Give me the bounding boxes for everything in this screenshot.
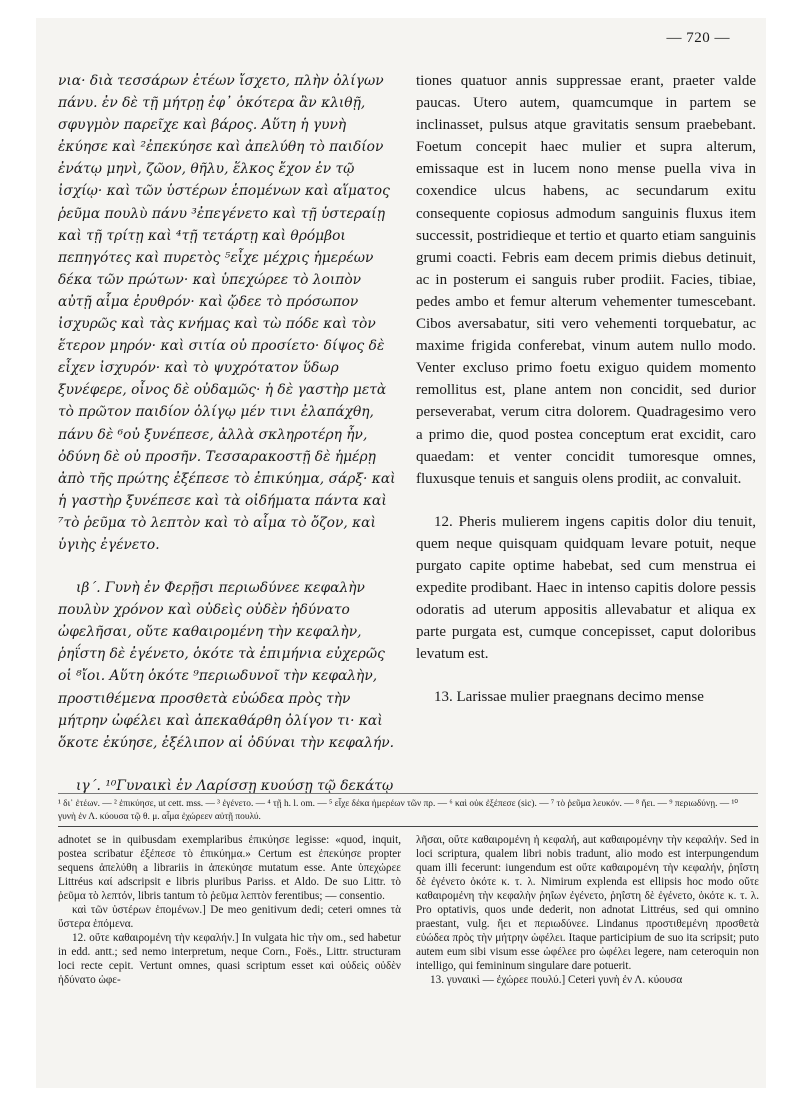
greek-paragraph: ιγ΄. ¹⁰Γυναικὶ ἐν Λαρίσσῃ κυούσῃ τῷ δεκάτῳ bbox=[76, 777, 394, 794]
latin-translation-column bbox=[416, 70, 756, 709]
commentary-left-column bbox=[58, 833, 401, 987]
critical-apparatus: ¹ δι᾽ ἐτέων. — ² ἐπικύησε, ut cett. mss. — ³ ἐγένετο. — ⁴ τῇ h. l. om. — ⁵ εἶχε δέκα ἡμερέων τῶν πρ. — ⁶ καὶ οὐκ ἐξέπεσε (sic). — ⁷ τὸ ῥεῦμα λευκόν. — ⁸ ἤει. — ⁹ περιωδύνῃ. — ¹⁰ γυνὴ ἐν Λ. κύουσα τῷ θ. μ. αἷμα ἐχώρεεν αὐτῇ πουλύ. bbox=[58, 793, 758, 824]
commentary-note: adnotet se in quibusdam exemplaribus ἐπικύησε legisse: «quod, inquit, postea scribatur ἐξέπεσε τὸ ἐπικύημα.» Certum est ἐπεκύησε propter sequens ἀπελύθη a librariis in ἀπεκύησε mutatum esse. Ante ὑπεχώρεε Littréus καί adscripsit e libris pluribus Pariss. et Aldo. De suo Littr. τὸ ῥεῦμα τὸ λεπτόν, libris tantum τὸ ῥεῦμα λεπτὸν ferentibus; — consentio. bbox=[58, 834, 401, 902]
greek-text-column bbox=[58, 70, 398, 797]
commentary-note: καὶ τῶν ὑστέρων ἑπομένων.] De meo genitivum dedi; ceteri omnes τὰ ὕστερα ἑπόμενα. bbox=[58, 904, 401, 930]
greek-paragraph: νια· διὰ τεσσάρων ἐτέων ἴσχετο, πλὴν ὀλίγων πάνυ. ἐν δὲ τῇ μήτρῃ ἐφ᾽ ὁκότερα ἂν κλιθῇ, σφυγμὸν παρεῖχε καὶ βάρος. Αὕτη ἡ γυνὴ ἐκύησε καὶ ²ἐπεκύησε καὶ ἀπελύθη τὸ παιδίον ἐνάτῳ μηνὶ, ζῶον, θῆλυ, ἕλκος ἔχον ἐν τῷ ἰσχίῳ· καὶ τῶν ὑστέρων ἑπομένων καὶ αἵματος ῥεῦμα πουλὺ πάνυ ³ἐπεγένετο καὶ τῇ ὑστεραίῃ καὶ τῇ τρίτῃ καὶ ⁴τῇ τετάρτῃ καὶ θρόμβοι πεπηγότες καὶ πυρετὸς ⁵εἶχε μέχρις ἡμερέων δέκα τῶν πρώτων· καὶ ὑπεχώρεε τὸ λοιπὸν αὐτῇ αἷμα ἐρυθρόν· καὶ ᾤδεε τὸ πρόσωπον ἰσχυρῶς καὶ τὰς κνήμας καὶ τὼ πόδε καὶ τὸν ἕτερον μηρόν· καὶ σιτία οὐ προσίετο· δίψος δὲ εἶχεν ἰσχυρόν· καὶ τὸ ψυχρότατον ὕδωρ ξυνέφερε, οἶνος δὲ οὐδαμῶς· ἡ δὲ γαστὴρ μετὰ τὸ πρῶτον παιδίον ὀλίγῳ μέν τινι ἐλαπάχθη, πάνυ δὲ ⁶οὐ ξυνέπεσε, ἀλλὰ σκληροτέρη ἦν, ὀδύνη δὲ οὐ προσῆν. Τεσσαρακοστῇ δὲ ἡμέρῃ ἀπὸ τῆς πρώτης ἐξέπεσε τὸ ἐπικύημα, σάρξ· καὶ ἡ γαστὴρ ξυνέπεσε καὶ τὰ οἰδήματα πάντα καὶ ⁷τὸ ῥεῦμα τὸ λεπτὸν καὶ τὸ αἷμα τὸ ὄζον, καὶ ὑγιὴς ἐγένετο. bbox=[58, 73, 396, 553]
book-page bbox=[36, 18, 766, 1088]
commentary-note: 13. γυναικὶ — ἐχώρεε πουλύ.] Ceteri γυνὴ ἐν Λ. κύουσα bbox=[430, 974, 683, 986]
commentary-note: λῆσαι, οὔτε καθαιρομένη ἡ κεφαλή, aut καθαιρομένην τὴν κεφαλήν. Sed in loci scriptura, qualem libri nobis tradunt, alio modo est interpungendum quam illi fecerunt: iungendum est οὔτε καθαιρομένη τὴν κεφαλήν, ῥηΐστη δὲ ἐγένετο ὁκότε κ. τ. λ. Nimirum explenda est ellipsis hoc modo οὔτε καθαιρομένη τὴν κεφαλὴν ῥηΐων ἐγένετο, ῥηΐστη δὲ ἐγένετο, ὁκότε κ. τ. λ. Pro optativis, quos unde dederit, non adnotat Littréus, sed qui omnino praestant, vulg. ἤει et περιωδύνεε. Lindanus προστιθεμένη προσθετὰ εὐώδεα πρὸς τὴν μήτρην ὠφέλει. Itaque participium de suo ita scripsit; puto autem eum sibi visum esse ὠφέλεε pro ὠφέλει legere, nam ceteroquin non intelligo, qui femininum singulare dare potuerit. bbox=[416, 834, 759, 972]
latin-paragraph: 12. Pheris mulierem ingens capitis dolor diu tenuit, quem neque quisquam quidquam levare potuit, neque purgato capite optime habebat, sed cum menstrua ei expedite prodibant. Haec in intenso capitis dolore pessis odoratis ad uterum appositis allevabatur et aliqua ex parte purgata est, cumque concepisset, caput doloribus levatum est. bbox=[416, 513, 756, 663]
latin-paragraph: 13. Larissae mulier praegnans decimo mense bbox=[434, 689, 704, 706]
greek-paragraph: ιβ΄. Γυνὴ ἐν Φερῇσι περιωδύνεε κεφαλὴν πουλὺν χρόνον καὶ οὐδεὶς οὐδὲν ἠδύνατο ὠφελῆσαι, οὔτε καθαιρομένη τὴν κεφαλὴν, ῥηΐστη δὲ ἐγένετο, ὁκότε τὰ ἐπιμήνια εὐχερῶς οἱ ⁸ἴοι. Αὕτη ὁκότε ⁹περιωδυνοῖ τὴν κεφαλὴν, προστιθέμενα προσθετὰ εὐώδεα πρὸς τὴν μήτρην ὠφέλει καὶ ἀπεκαθάρθη ὀλίγον τι· καὶ ὅκοτε ἐκύησε, ἐξέλιπον αἱ ὀδύναι τὴν κεφαλήν. bbox=[58, 580, 394, 751]
latin-paragraph: tiones quatuor annis suppressae erant, praeter valde paucas. Utero autem, quamcumque in partem se inclinasset, pulsus atque gravitatis sensum praebebant. Foetum concepit haec mulier et supra alterum, emissaque est in lucem nono mense puella viva in coxendice ulcus habens, ac secundarum exitu consequente copiosus admodum sanguinis fluxus item successit, postridieque et tertio et quarto etiam sanguinis grumi coacti. Febris eam decem primis diebus detinuit, ac in posterum ei sanguis ruber prodiit. Facies, tibiae, pedes ambo et femur alterum vehementer tumescebant. Cibos aversabatur, siti vero vehementi torquebatur, ac maxime frigida conferebat, vinum autem nullo modo. Venter excluso primo foetu exiguo quidem momento remollitus est, plane antem non concidit, sed durior perseverabat, verum citra dolorem. Quadragesimo vero a primo die, quod postea conceptum erat excidit, caro quaedam: et venter concidit tumoresque omnes, fluxusque tenuis et sanguis olens prodiit, ac convaluit. bbox=[416, 73, 756, 487]
commentary-right-column bbox=[416, 833, 759, 987]
commentary-note: 12. οὔτε καθαιρομένη τὴν κεφαλήν.] In vulgata hic τὴν om., sed habetur in edd. antt.; sed nemo interpretum, neque Corn., Foës., Littr. structuram loci recte cepit. Vertunt omnes, quasi scriptum esset καὶ οὐδεὶς οὐδὲν ἠδύνατο ὠφε- bbox=[58, 932, 401, 986]
page-number: — 720 — bbox=[666, 30, 730, 46]
notes-divider bbox=[58, 826, 758, 827]
